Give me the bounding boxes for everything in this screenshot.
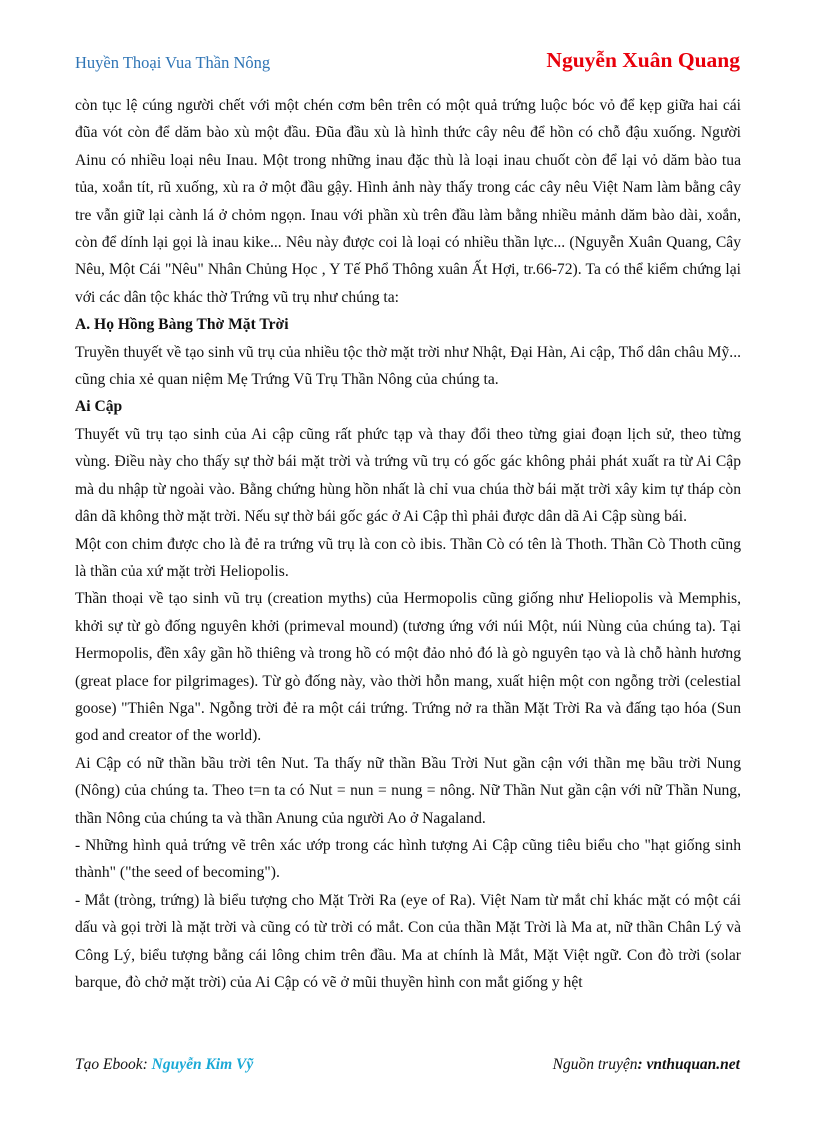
paragraph: còn tục lệ cúng người chết với một chén cơm bên trên có một quả trứng luộc bóc vỏ để kẹp giữa hai cái đũa vót còn để dăm bào xù một đầu. Đũa đầu xù là hình thức cây nêu để hồn có chỗ đậu xuống. Người Ainu có nhiều loại nêu Inau. Một trong những inau đặc thù là loại inau chuốt còn để lại vỏ dăm bào tua tủa, xoắn tít, rũ xuống, xù ra ở một đầu gậy. Hình ảnh này thấy trong các cây nêu Việt Nam làm bằng cây tre vẫn giữ lại cành lá ở chỏm ngọn. Inau với phần xù trên đầu làm bằng nhiều mảnh dăm bào dài, xoắn, còn để dính lại gọi là inau kike... Nêu này được coi là loại có nhiều thần lực... (Nguyễn Xuân Quang, Cây Nêu, Một Cái "Nêu" Nhân Chủng Học , Y Tế Phổ Thông xuân Ất Hợi, tr.66-72). Ta có thể kiểm chứng lại với các dân tộc khác thờ Trứng vũ trụ như chúng ta: [75, 97, 741, 306]
page-footer [75, 1056, 740, 1078]
section-heading: A. Họ Hồng Bàng Thờ Mặt Trời [75, 316, 289, 334]
page-header [75, 48, 740, 78]
paragraph: Thuyết vũ trụ tạo sinh của Ai cập cũng rất phức tạp và thay đổi theo từng giai đoạn lịch sử, theo từng vùng. Điều này cho thấy sự thờ bái mặt trời và trứng vũ trụ có gốc gác không phải phát xuất ra từ Ai Cập mà du nhập từ ngoài vào. Bằng chứng hùng hồn nhất là chỉ vua chúa thờ bái mặt trời xây kim tự tháp còn dân dã không thờ mặt trời. Nếu sự thờ bái gốc gác ở Ai Cập thì phải được dân dã Ai Cập sùng bái. [75, 425, 741, 526]
paragraph: Một con chim được cho là đẻ ra trứng vũ trụ là con cò ibis. Thần Cò có tên là Thoth. Thần Cò Thoth cũng là thần của xứ mặt trời Heliopolis. [75, 535, 741, 580]
ebook-creator-name: Nguyễn Kim Vỹ [151, 1056, 254, 1073]
paragraph: Truyền thuyết về tạo sinh vũ trụ của nhiều tộc thờ mặt trời như Nhật, Đại Hàn, Ai cập, Thổ dân châu Mỹ... cũng chia xẻ quan niệm Mẹ Trứng Vũ Trụ Thần Nông của chúng ta. [75, 343, 741, 389]
paragraph: - Những hình quả trứng vẽ trên xác ướp trong các hình tượng Ai Cập cũng tiêu biểu cho "hạt giống sinh thành" ("the seed of becoming"). [75, 836, 741, 882]
source-credit-label: Nguồn truyện [552, 1056, 638, 1073]
document-body [75, 92, 741, 996]
book-title: Huyền Thoại Vua Thần Nông [75, 53, 271, 72]
source-credit-separator: : [637, 1056, 647, 1073]
paragraph: Thần thoại về tạo sinh vũ trụ (creation myths) của Hermopolis cũng giống như Heliopolis và Memphis, khởi sự từ gò đống nguyên khởi (primeval mound) (tương ứng với núi Một, núi Nùng của chúng ta). Tại Hermopolis, đền xây gần hồ thiêng và trong hồ có một đảo nhỏ đó là gò nguyên tạo và là chỗ hành hương (great place for pilgrimages). Từ gò đống này, vào thời hỗn mang, xuất hiện một con ngỗng trời (celestial goose) "Thiên Nga". Ngỗng trời đẻ ra một cái trứng. Trứng nở ra thần Mặt Trời Ra và đấng tạo hóa (Sun god and creator of the world). [75, 590, 741, 745]
section-heading: Ai Cập [75, 398, 123, 416]
paragraph: Ai Cập có nữ thần bầu trời tên Nut. Ta thấy nữ thần Bầu Trời Nut gần cận với thần mẹ bầu trời Nung (Nông) của chúng ta. Theo t=n ta có Nut = nun = nung = nông. Nữ Thần Nut gần cận với nữ Thần Nung, thần Nông của chúng ta và thần Anung của người Ao ở Nagaland. [75, 754, 741, 827]
author-name: Nguyễn Xuân Quang [546, 48, 740, 72]
ebook-credit-separator: : [142, 1056, 152, 1073]
ebook-credit-label: Tạo Ebook [75, 1056, 143, 1073]
ebook-credit [75, 1056, 253, 1074]
paragraph: - Mắt (tròng, trứng) là biểu tượng cho Mặt Trời Ra (eye of Ra). Việt Nam từ mắt chỉ khác mặt có một cái dấu và gọi trời là mặt trời và cũng có từ trời có mắt. Con của thần Mặt Trời là Ma at, nữ thần Chân Lý và Công Lý, biểu tượng bằng cái lông chim trên đầu. Ma at chính là Mắt, Mặt Việt ngữ. Con đò trời (solar barque, đò chở mặt trời) của Ai Cập có vẽ ở mũi thuyền hình con mắt giống y hệt [75, 891, 741, 991]
source-credit [553, 1056, 740, 1074]
source-site: vnthuquan.net [646, 1056, 740, 1073]
